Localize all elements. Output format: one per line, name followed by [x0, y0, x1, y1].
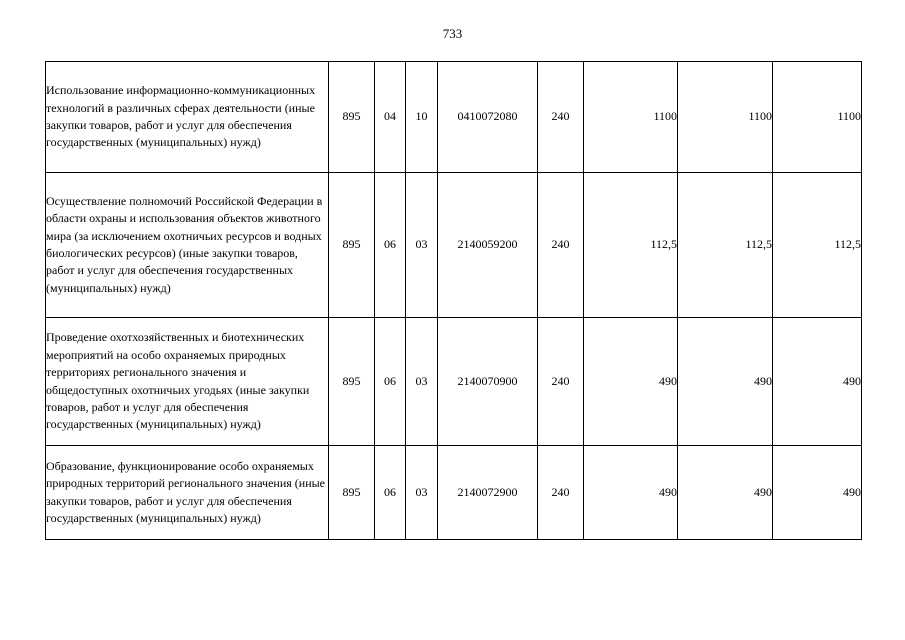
- ministry-code: 895: [329, 318, 375, 446]
- row-description: Образование, функционирование особо охраняемых природных территорий регионального значения (иные закупки товаров, работ и услуг для обеспечения государственных (муниципальных) нужд): [46, 446, 329, 540]
- amount-1: 112,5: [584, 173, 678, 318]
- expense-type-code: 240: [538, 173, 584, 318]
- budget-table: [45, 61, 862, 540]
- section-code: 04: [375, 62, 406, 173]
- subsection-code: 03: [406, 173, 438, 318]
- amount-3: 490: [773, 318, 862, 446]
- table-row: [46, 173, 862, 318]
- page-number: 733: [442, 26, 463, 41]
- amount-2: 490: [678, 446, 773, 540]
- table-body: [46, 62, 862, 540]
- section-code: 06: [375, 173, 406, 318]
- target-article-code: 2140070900: [438, 318, 538, 446]
- row-description: Использование информационно-коммуникационных технологий в различных сферах деятельности (иные закупки товаров, работ и услуг для обеспечения государственных (муниципальных) нужд): [46, 62, 329, 173]
- ministry-code: 895: [329, 446, 375, 540]
- section-code: 06: [375, 446, 406, 540]
- ministry-code: 895: [329, 173, 375, 318]
- amount-1: 490: [584, 318, 678, 446]
- amount-2: 490: [678, 318, 773, 446]
- subsection-code: 03: [406, 318, 438, 446]
- ministry-code: 895: [329, 62, 375, 173]
- amount-3: 1100: [773, 62, 862, 173]
- subsection-code: 10: [406, 62, 438, 173]
- expense-type-code: 240: [538, 318, 584, 446]
- amount-1: 1100: [584, 62, 678, 173]
- row-description: Осуществление полномочий Российской Федерации в области охраны и использования объектов животного мира (за исключением охотничьих ресурсов и водных биологических ресурсов) (иные закупки товаров, работ и услуг для обеспечения государственных (муниципальных) нужд): [46, 173, 329, 318]
- amount-1: 490: [584, 446, 678, 540]
- row-description: Проведение охотхозяйственных и биотехнических мероприятий на особо охраняемых природных территориях регионального значения и общедоступных охотничьих угодьях (иные закупки товаров, работ и услуг для обеспечения государственных (муниципальных) нужд): [46, 318, 329, 446]
- target-article-code: 2140072900: [438, 446, 538, 540]
- section-code: 06: [375, 318, 406, 446]
- amount-2: 112,5: [678, 173, 773, 318]
- expense-type-code: 240: [538, 62, 584, 173]
- amount-2: 1100: [678, 62, 773, 173]
- amount-3: 490: [773, 446, 862, 540]
- table-row: [46, 446, 862, 540]
- subsection-code: 03: [406, 446, 438, 540]
- table-row: [46, 318, 862, 446]
- amount-3: 112,5: [773, 173, 862, 318]
- target-article-code: 2140059200: [438, 173, 538, 318]
- target-article-code: 0410072080: [438, 62, 538, 173]
- expense-type-code: 240: [538, 446, 584, 540]
- table-row: [46, 62, 862, 173]
